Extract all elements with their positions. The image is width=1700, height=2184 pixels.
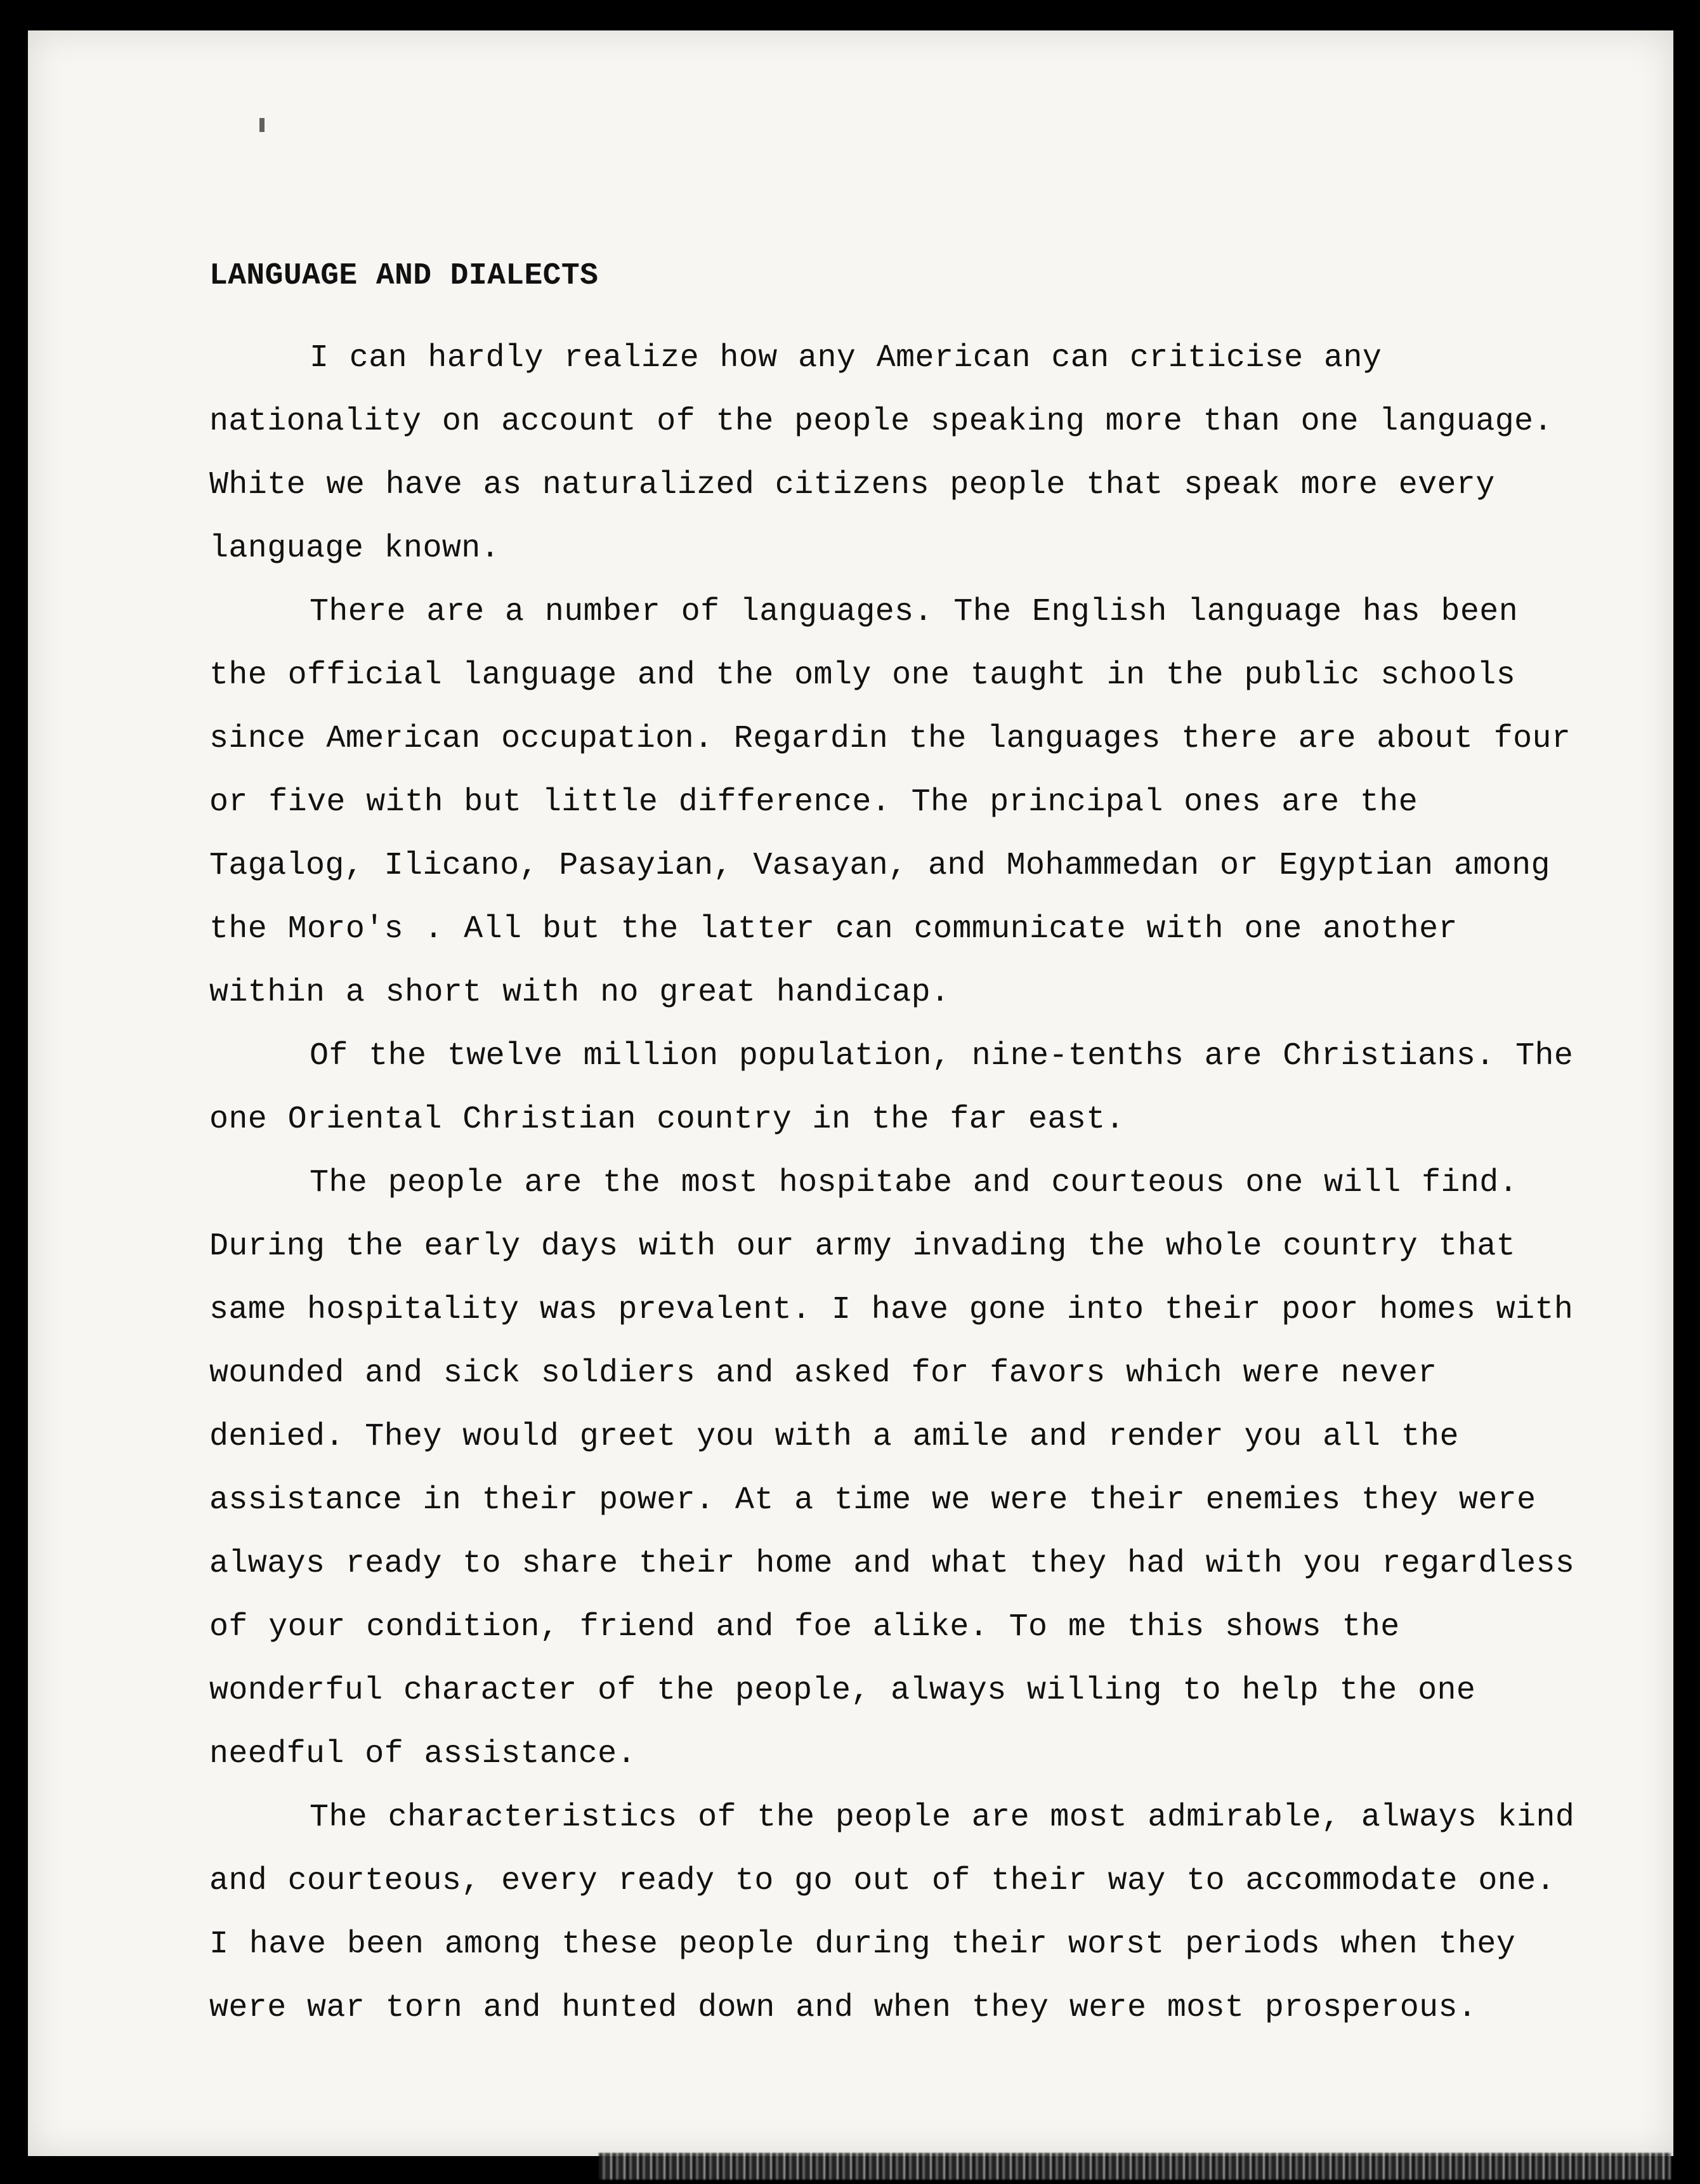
- paragraph-2: There are a number of languages. The English language has been the official language and the omly one taught in the public schools since American occupation. Regardin the languages there are about four or five with but little difference. The principal ones are the Tagalog, Ilicano, Pasayian, Vasayan, and Mohammedan or Egyptian among the Moro's . All but the latter can communicate with one another within a short with no great handicap.: [209, 594, 1571, 1011]
- paragraph-3: Of the twelve million population, nine-tenths are Christians. The one Oriental Christian country in the far east.: [209, 1038, 1574, 1138]
- document-body: [209, 251, 1579, 2040]
- ink-mark: [259, 118, 265, 132]
- paragraph-5: The characteristics of the people are most admirable, always kind and courteous, every ready to go out of their way to accommodate one. I have been among these people during their worst periods when they were war torn and hunted down and when they were most prosperous.: [209, 1799, 1575, 2026]
- paragraph-4: The people are the most hospitabe and courteous one will find. During the early days with our army invading the whole country that same hospitality was prevalent. I have gone into their poor homes with wounded and sick soldiers and asked for favors which were never denied. They would greet you with a amile and render you all the assistance in their power. At a time we were their enemies they were always ready to share their home and what they had with you regardless of your condition, friend and foe alike. To me this shows the wonderful character of the people, always willing to help the one needful of assistance.: [209, 1165, 1575, 1772]
- paragraph-1: I can hardly realize how any American can criticise any nationality on account of the people speaking more than one language. White we have as naturalized citizens people that speak more every language known.: [209, 340, 1553, 567]
- section-heading: LANGUAGE AND DIALECTS: [209, 259, 599, 293]
- scan-edge-artifact: [599, 2153, 1671, 2180]
